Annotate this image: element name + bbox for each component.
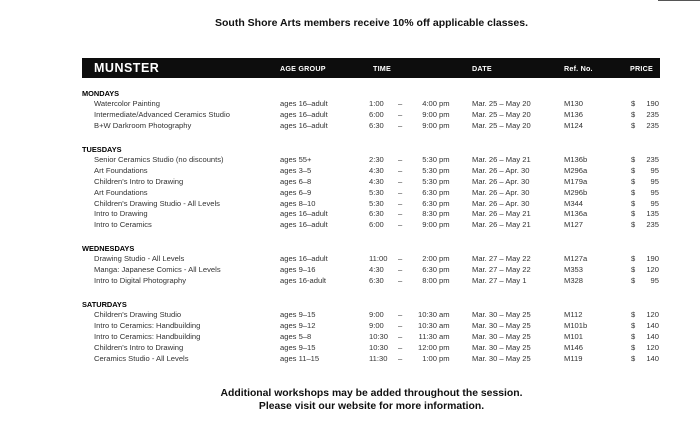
class-row xyxy=(82,220,660,231)
time-header: TIME xyxy=(373,64,391,73)
class-ampm: pm xyxy=(439,99,450,108)
class-ref: M296b xyxy=(564,187,588,197)
class-age: ages 16–adult xyxy=(280,120,328,130)
class-price: 140 xyxy=(646,320,659,330)
class-date: Mar. 26 – Apr. 30 xyxy=(472,165,530,175)
class-end: 8:30 xyxy=(422,209,437,219)
class-start: 6:30 xyxy=(369,209,384,219)
footer-line-1: Additional workshops may be added throughout the session. xyxy=(220,388,523,399)
class-row xyxy=(82,110,660,121)
time-dash: – xyxy=(398,209,403,219)
class-ampm: pm xyxy=(439,187,450,197)
class-row xyxy=(82,166,660,177)
class-date: Mar. 26 – May 21 xyxy=(472,155,531,164)
class-price: 95 xyxy=(650,275,659,285)
class-age: ages 55+ xyxy=(280,155,312,164)
class-ampm: pm xyxy=(439,254,450,263)
class-end: 6:30 xyxy=(422,198,437,208)
currency-sign: $ xyxy=(631,120,636,130)
class-price: 235 xyxy=(646,109,659,119)
time-dash: – xyxy=(398,331,403,341)
class-name: Intermediate/Advanced Ceramics Studio xyxy=(94,109,230,119)
class-row xyxy=(82,276,660,287)
class-price: 120 xyxy=(646,310,659,319)
currency-sign: $ xyxy=(631,155,636,164)
class-ref: M124 xyxy=(564,120,583,130)
class-age: ages 3–5 xyxy=(280,165,312,175)
class-start: 6:30 xyxy=(369,275,384,285)
class-date: Mar. 27 – May 22 xyxy=(472,264,531,274)
class-start: 4:30 xyxy=(369,176,384,186)
currency-sign: $ xyxy=(631,254,636,263)
class-price: 190 xyxy=(646,254,659,263)
class-name: Art Foundations xyxy=(94,165,148,175)
class-date: Mar. 26 – Apr. 30 xyxy=(472,198,530,208)
age-group-header: AGE GROUP xyxy=(280,64,326,73)
class-ampm: am xyxy=(439,310,450,319)
class-price: 235 xyxy=(646,220,659,230)
class-ref: M101 xyxy=(564,331,583,341)
class-start: 9:00 xyxy=(369,310,384,319)
class-end: 10:30 xyxy=(417,310,437,319)
class-ampm: pm xyxy=(439,220,450,230)
class-ampm: pm xyxy=(439,342,450,352)
class-date: Mar. 30 – May 25 xyxy=(472,320,531,330)
class-ampm: pm xyxy=(439,165,450,175)
class-name: Intro to Ceramics: Handbuilding xyxy=(94,331,201,341)
class-end: 1:00 xyxy=(422,353,437,363)
class-age: ages 16–adult xyxy=(280,220,328,230)
class-row xyxy=(82,343,660,354)
class-row xyxy=(82,354,660,365)
class-date: Mar. 26 – Apr. 30 xyxy=(472,176,530,186)
day-section-mondays xyxy=(82,89,660,132)
time-dash: – xyxy=(398,198,403,208)
class-age: ages 8–10 xyxy=(280,198,316,208)
class-start: 4:30 xyxy=(369,165,384,175)
class-name: Drawing Studio - All Levels xyxy=(94,254,185,263)
class-name: Intro to Digital Photography xyxy=(94,275,187,285)
class-age: ages 11–15 xyxy=(280,353,320,363)
member-discount-note: South Shore Arts members receive 10% off applicable classes. xyxy=(215,17,528,29)
class-row xyxy=(82,188,660,199)
currency-sign: $ xyxy=(631,320,636,330)
class-date: Mar. 27 – May 22 xyxy=(472,254,531,263)
class-row xyxy=(82,254,660,265)
time-dash: – xyxy=(398,264,403,274)
class-price: 140 xyxy=(646,353,659,363)
class-price: 235 xyxy=(646,120,659,130)
class-date: Mar. 25 – May 20 xyxy=(472,99,531,108)
class-start: 11:00 xyxy=(369,254,388,263)
class-start: 1:00 xyxy=(369,99,384,108)
class-ref: M136b xyxy=(564,155,588,164)
time-dash: – xyxy=(398,220,403,230)
class-end: 6:30 xyxy=(422,187,437,197)
class-start: 10:30 xyxy=(369,342,389,352)
class-start: 4:30 xyxy=(369,264,384,274)
class-ref: M101b xyxy=(564,320,588,330)
currency-sign: $ xyxy=(631,264,636,274)
class-ampm: pm xyxy=(439,275,450,285)
class-end: 2:00 xyxy=(422,254,437,263)
currency-sign: $ xyxy=(631,353,636,363)
day-section-wednesdays xyxy=(82,244,660,287)
class-start: 6:30 xyxy=(369,120,384,130)
class-price: 140 xyxy=(646,331,659,341)
class-price: 120 xyxy=(646,342,659,352)
class-price: 120 xyxy=(646,264,659,274)
class-end: 9:00 xyxy=(422,120,437,130)
class-end: 12:00 xyxy=(417,342,437,352)
class-end: 11:30 xyxy=(418,331,437,341)
class-price: 95 xyxy=(650,187,659,197)
class-end: 5:30 xyxy=(422,165,437,175)
class-ref: M344 xyxy=(564,198,583,208)
day-section-saturdays xyxy=(82,300,660,364)
class-ampm: am xyxy=(439,331,450,341)
schedule-header-bar xyxy=(82,58,660,78)
class-date: Mar. 25 – May 20 xyxy=(472,109,531,119)
class-age: ages 6–9 xyxy=(280,187,312,197)
class-date: Mar. 30 – May 25 xyxy=(472,331,531,341)
class-ref: M353 xyxy=(564,264,583,274)
class-name: Art Foundations xyxy=(94,187,148,197)
class-ref: M136a xyxy=(564,209,588,219)
class-date: Mar. 30 – May 25 xyxy=(472,353,531,363)
class-date: Mar. 30 – May 25 xyxy=(472,342,531,352)
time-dash: – xyxy=(398,155,403,164)
class-start: 5:30 xyxy=(369,198,384,208)
currency-sign: $ xyxy=(631,187,636,197)
class-ref: M130 xyxy=(564,99,583,108)
time-dash: – xyxy=(398,187,403,197)
day-heading: TUESDAYS xyxy=(82,145,122,154)
class-age: ages 16–adult xyxy=(280,209,328,219)
class-name: Manga: Japanese Comics - All Levels xyxy=(94,264,221,274)
currency-sign: $ xyxy=(631,109,636,119)
class-ampm: pm xyxy=(439,176,450,186)
time-dash: – xyxy=(398,275,403,285)
class-ampm: pm xyxy=(439,120,450,130)
currency-sign: $ xyxy=(631,209,636,219)
class-start: 9:00 xyxy=(369,320,384,330)
class-row xyxy=(82,209,660,220)
class-ampm: am xyxy=(439,320,450,330)
class-age: ages 9–15 xyxy=(280,342,316,352)
class-end: 5:30 xyxy=(422,176,437,186)
currency-sign: $ xyxy=(631,198,636,208)
class-ampm: pm xyxy=(439,209,450,219)
currency-sign: $ xyxy=(631,310,636,319)
class-row xyxy=(82,332,660,343)
class-ref: M328 xyxy=(564,275,583,285)
currency-sign: $ xyxy=(631,99,636,108)
class-row xyxy=(82,155,660,166)
class-price: 95 xyxy=(650,165,659,175)
class-name: Children's Drawing Studio - All Levels xyxy=(94,198,220,208)
class-age: ages 5–8 xyxy=(280,331,312,341)
class-date: Mar. 30 – May 25 xyxy=(472,310,531,319)
class-ampm: pm xyxy=(439,155,450,164)
class-price: 135 xyxy=(646,209,659,219)
class-row xyxy=(82,199,660,210)
class-date: Mar. 26 – May 21 xyxy=(472,209,531,219)
price-header: PRICE xyxy=(630,64,653,73)
class-end: 9:00 xyxy=(422,109,437,119)
currency-sign: $ xyxy=(631,342,636,352)
class-row xyxy=(82,310,660,321)
class-age: ages 9–16 xyxy=(280,264,316,274)
class-age: ages 16–adult xyxy=(280,254,328,263)
class-ref: M146 xyxy=(564,342,583,352)
time-dash: – xyxy=(398,99,403,108)
class-age: ages 9–12 xyxy=(280,320,316,330)
class-date: Mar. 26 – May 21 xyxy=(472,220,531,230)
class-ref: M127a xyxy=(564,254,588,263)
time-dash: – xyxy=(398,176,403,186)
class-start: 5:30 xyxy=(369,187,384,197)
class-ampm: pm xyxy=(439,264,450,274)
class-name: Senior Ceramics Studio (no discounts) xyxy=(94,155,224,164)
currency-sign: $ xyxy=(631,220,636,230)
class-name: Children's Intro to Drawing xyxy=(94,176,184,186)
class-name: B+W Darkroom Photography xyxy=(94,120,192,130)
class-ampm: pm xyxy=(439,109,450,119)
currency-sign: $ xyxy=(631,176,636,186)
class-start: 10:30 xyxy=(369,331,389,341)
ref-header: Ref. No. xyxy=(564,64,593,73)
class-ampm: pm xyxy=(439,198,450,208)
day-section-tuesdays xyxy=(82,145,660,231)
class-row xyxy=(82,99,660,110)
time-dash: – xyxy=(398,310,403,319)
class-ref: M296a xyxy=(564,165,588,175)
class-age: ages 16–adult xyxy=(280,109,328,119)
class-price: 95 xyxy=(650,198,659,208)
time-dash: – xyxy=(398,342,403,352)
location-title: MUNSTER xyxy=(94,61,160,75)
currency-sign: $ xyxy=(631,331,636,341)
class-start: 6:00 xyxy=(369,220,384,230)
footer-line-2: Please visit our website for more information. xyxy=(258,401,485,412)
class-ampm: pm xyxy=(439,353,450,363)
class-age: ages 16–adult xyxy=(280,99,328,108)
class-end: 5:30 xyxy=(422,155,437,164)
day-heading: MONDAYS xyxy=(82,89,120,98)
class-name: Watercolor Painting xyxy=(94,99,160,108)
class-price: 95 xyxy=(650,176,659,186)
class-price: 190 xyxy=(646,99,659,108)
class-row xyxy=(82,321,660,332)
class-age: ages 6–8 xyxy=(280,176,312,186)
class-row xyxy=(82,177,660,188)
class-name: Children's Intro to Drawing xyxy=(94,342,184,352)
class-ref: M136 xyxy=(564,109,583,119)
footer-note xyxy=(0,387,700,413)
class-end: 6:30 xyxy=(422,264,437,274)
time-dash: – xyxy=(398,109,403,119)
class-name: Intro to Ceramics xyxy=(94,220,152,230)
class-end: 9:00 xyxy=(422,220,437,230)
class-end: 10:30 xyxy=(417,320,437,330)
class-ref: M112 xyxy=(564,310,583,319)
class-end: 8:00 xyxy=(422,275,437,285)
class-ref: M179a xyxy=(564,176,588,186)
class-row xyxy=(82,265,660,276)
class-name: Ceramics Studio - All Levels xyxy=(94,353,189,363)
class-age: ages 16-adult xyxy=(280,275,327,285)
class-date: Mar. 25 – May 20 xyxy=(472,120,531,130)
class-age: ages 9–15 xyxy=(280,310,316,319)
class-name: Children's Drawing Studio xyxy=(94,310,182,319)
currency-sign: $ xyxy=(631,165,636,175)
class-ref: M127 xyxy=(564,220,583,230)
class-name: Intro to Ceramics: Handbuilding xyxy=(94,320,201,330)
class-ref: M119 xyxy=(564,353,583,363)
day-heading: SATURDAYS xyxy=(82,300,127,309)
time-dash: – xyxy=(398,254,403,263)
class-start: 6:00 xyxy=(369,109,384,119)
time-dash: – xyxy=(398,165,403,175)
class-row xyxy=(82,121,660,132)
class-name: Intro to Drawing xyxy=(94,209,148,219)
class-date: Mar. 27 – May 1 xyxy=(472,275,527,285)
top-rule xyxy=(658,0,700,1)
currency-sign: $ xyxy=(631,275,636,285)
time-dash: – xyxy=(398,320,403,330)
date-header: DATE xyxy=(472,64,492,73)
day-heading: WEDNESDAYS xyxy=(82,244,135,253)
time-dash: – xyxy=(398,120,403,130)
class-price: 235 xyxy=(646,155,659,164)
class-date: Mar. 26 – Apr. 30 xyxy=(472,187,530,197)
class-start: 2:30 xyxy=(369,155,384,164)
class-end: 4:00 xyxy=(422,99,437,108)
time-dash: – xyxy=(398,353,403,363)
class-start: 11:30 xyxy=(369,353,388,363)
